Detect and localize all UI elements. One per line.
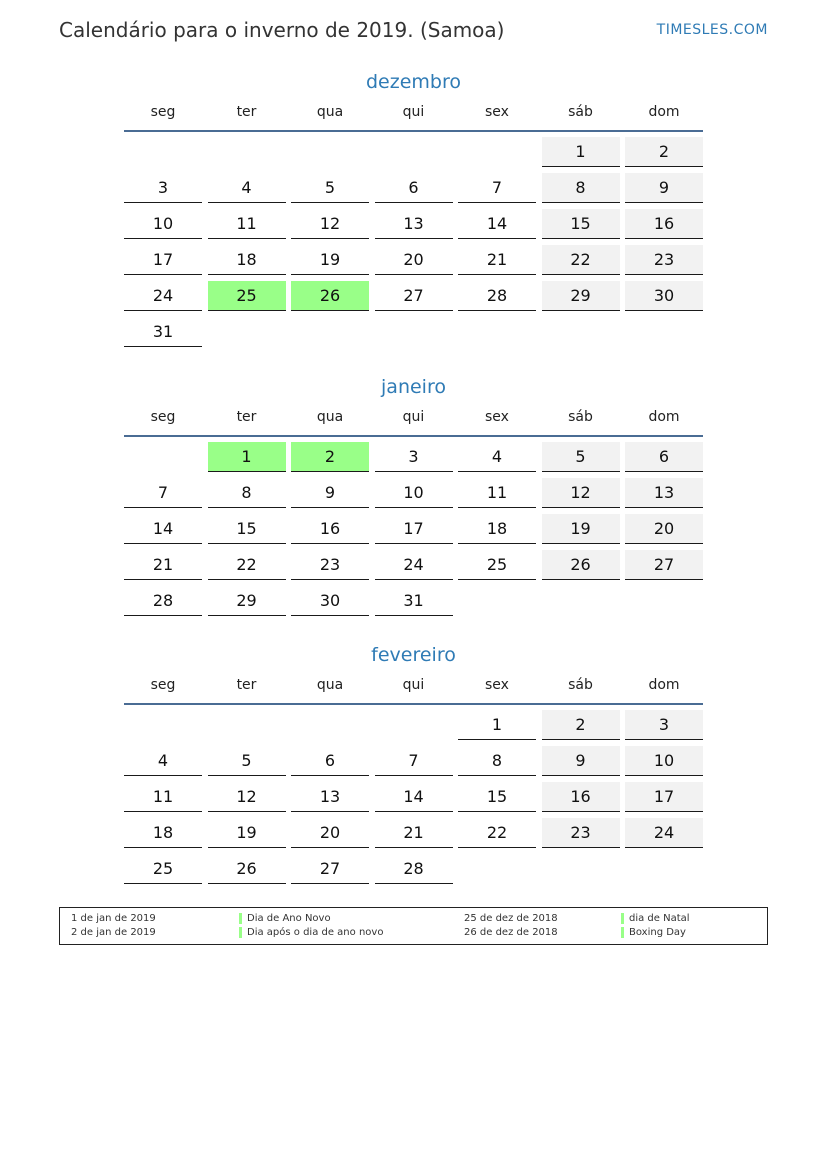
month-calendar-january — [124, 373, 703, 622]
holiday-day-cell[interactable]: 25 — [208, 281, 286, 311]
legend-date: 25 de dez de 2018 — [464, 913, 558, 924]
month-title: janeiro — [381, 376, 446, 398]
day-cell[interactable]: 4 — [458, 442, 536, 472]
day-cell[interactable]: 27 — [291, 854, 369, 884]
day-cell[interactable]: 31 — [375, 586, 453, 616]
day-cell[interactable]: 18 — [124, 818, 202, 848]
day-cell[interactable]: 21 — [375, 818, 453, 848]
day-cell[interactable]: 13 — [625, 478, 703, 508]
day-cell[interactable]: 12 — [291, 209, 369, 239]
legend-holiday-name: Boxing Day — [621, 926, 686, 939]
weekday-label: seg — [150, 677, 176, 693]
weekday-label: seg — [150, 104, 176, 120]
day-cell[interactable]: 15 — [208, 514, 286, 544]
day-cell[interactable]: 27 — [625, 550, 703, 580]
day-cell[interactable]: 17 — [625, 782, 703, 812]
day-cell[interactable]: 8 — [458, 746, 536, 776]
day-cell[interactable]: 8 — [208, 478, 286, 508]
weekday-label: dom — [648, 677, 680, 693]
day-cell[interactable]: 10 — [625, 746, 703, 776]
legend-holiday-name: dia de Natal — [621, 912, 690, 925]
day-cell[interactable]: 5 — [542, 442, 620, 472]
day-cell[interactable]: 29 — [208, 586, 286, 616]
day-cell[interactable]: 28 — [124, 586, 202, 616]
day-cell[interactable]: 11 — [458, 478, 536, 508]
day-cell[interactable]: 27 — [375, 281, 453, 311]
day-cell[interactable]: 30 — [291, 586, 369, 616]
day-cell[interactable]: 2 — [625, 137, 703, 167]
weekday-label: dom — [648, 409, 680, 425]
weekday-label: qua — [316, 104, 344, 120]
day-cell[interactable]: 17 — [124, 245, 202, 275]
day-cell[interactable]: 16 — [291, 514, 369, 544]
day-cell[interactable]: 10 — [375, 478, 453, 508]
day-grid — [124, 442, 703, 622]
weekday-header — [124, 409, 703, 433]
weekday-label: qua — [316, 409, 344, 425]
day-cell[interactable]: 9 — [542, 746, 620, 776]
day-cell[interactable]: 13 — [375, 209, 453, 239]
weekday-header — [124, 104, 703, 128]
day-cell[interactable]: 1 — [458, 710, 536, 740]
day-cell[interactable]: 9 — [625, 173, 703, 203]
day-cell[interactable]: 28 — [375, 854, 453, 884]
day-cell[interactable]: 16 — [542, 782, 620, 812]
weekday-label: qui — [402, 104, 425, 120]
legend-holiday-name: Dia de Ano Novo — [239, 912, 331, 925]
day-cell[interactable]: 6 — [625, 442, 703, 472]
weekday-label: ter — [236, 409, 257, 425]
day-cell[interactable]: 20 — [625, 514, 703, 544]
day-cell[interactable]: 21 — [458, 245, 536, 275]
day-cell[interactable]: 1 — [542, 137, 620, 167]
day-cell[interactable]: 11 — [124, 782, 202, 812]
header-divider — [124, 435, 703, 437]
day-cell[interactable]: 26 — [542, 550, 620, 580]
day-cell[interactable]: 7 — [458, 173, 536, 203]
day-cell[interactable]: 20 — [375, 245, 453, 275]
day-cell[interactable]: 6 — [291, 746, 369, 776]
day-cell[interactable]: 19 — [291, 245, 369, 275]
day-cell[interactable]: 15 — [542, 209, 620, 239]
day-cell[interactable]: 28 — [458, 281, 536, 311]
day-cell[interactable]: 12 — [208, 782, 286, 812]
day-cell[interactable]: 14 — [375, 782, 453, 812]
weekday-label: sáb — [568, 104, 593, 120]
day-cell[interactable]: 13 — [291, 782, 369, 812]
holiday-color-marker — [239, 913, 242, 924]
day-cell[interactable]: 24 — [124, 281, 202, 311]
day-cell[interactable]: 19 — [208, 818, 286, 848]
weekday-label: dom — [648, 104, 680, 120]
legend-date: 2 de jan de 2019 — [71, 927, 156, 938]
day-cell[interactable]: 19 — [542, 514, 620, 544]
month-title: dezembro — [366, 71, 461, 93]
holiday-day-cell[interactable]: 1 — [208, 442, 286, 472]
day-cell[interactable]: 25 — [124, 854, 202, 884]
weekday-label: sex — [485, 409, 509, 425]
day-cell[interactable]: 22 — [542, 245, 620, 275]
day-cell[interactable]: 15 — [458, 782, 536, 812]
day-cell[interactable]: 7 — [375, 746, 453, 776]
month-calendar-february — [124, 641, 703, 890]
day-cell[interactable]: 23 — [625, 245, 703, 275]
month-calendar-december — [124, 68, 703, 353]
day-cell[interactable]: 18 — [458, 514, 536, 544]
day-cell[interactable]: 3 — [124, 173, 202, 203]
day-cell[interactable]: 4 — [208, 173, 286, 203]
page-title: Calendário para o inverno de 2019. (Samoa) — [59, 18, 505, 42]
holiday-color-marker — [621, 927, 624, 938]
holiday-day-cell[interactable]: 2 — [291, 442, 369, 472]
day-cell[interactable]: 11 — [208, 209, 286, 239]
holiday-color-marker — [621, 913, 624, 924]
brand-logo[interactable]: TIMESLES.COM — [656, 22, 768, 38]
day-cell[interactable]: 9 — [291, 478, 369, 508]
day-cell[interactable]: 3 — [375, 442, 453, 472]
day-cell[interactable]: 6 — [375, 173, 453, 203]
day-cell[interactable]: 3 — [625, 710, 703, 740]
holiday-color-marker — [239, 927, 242, 938]
legend-date: 1 de jan de 2019 — [71, 913, 156, 924]
day-cell[interactable]: 24 — [625, 818, 703, 848]
holiday-legend — [59, 907, 768, 945]
weekday-label: sáb — [568, 677, 593, 693]
day-cell[interactable]: 22 — [458, 818, 536, 848]
weekday-label: qui — [402, 677, 425, 693]
day-grid — [124, 710, 703, 890]
day-cell[interactable]: 18 — [208, 245, 286, 275]
weekday-label: sex — [485, 677, 509, 693]
day-cell[interactable]: 10 — [124, 209, 202, 239]
day-grid — [124, 137, 703, 353]
day-cell[interactable]: 21 — [124, 550, 202, 580]
header-divider — [124, 703, 703, 705]
holiday-day-cell[interactable]: 26 — [291, 281, 369, 311]
legend-holiday-name: Dia após o dia de ano novo — [239, 926, 383, 939]
day-cell[interactable]: 2 — [542, 710, 620, 740]
legend-date: 26 de dez de 2018 — [464, 927, 558, 938]
weekday-label: sáb — [568, 409, 593, 425]
day-cell[interactable]: 12 — [542, 478, 620, 508]
weekday-label: qua — [316, 677, 344, 693]
day-cell[interactable]: 24 — [375, 550, 453, 580]
day-cell[interactable]: 5 — [291, 173, 369, 203]
header — [59, 18, 768, 48]
weekday-label: seg — [150, 409, 176, 425]
day-cell[interactable]: 17 — [375, 514, 453, 544]
day-cell[interactable]: 4 — [124, 746, 202, 776]
day-cell[interactable]: 14 — [124, 514, 202, 544]
weekday-label: ter — [236, 677, 257, 693]
day-cell[interactable]: 16 — [625, 209, 703, 239]
day-cell[interactable]: 30 — [625, 281, 703, 311]
day-cell[interactable]: 29 — [542, 281, 620, 311]
day-cell[interactable]: 23 — [291, 550, 369, 580]
weekday-header — [124, 677, 703, 701]
month-title: fevereiro — [371, 644, 456, 666]
weekday-label: qui — [402, 409, 425, 425]
day-cell[interactable]: 31 — [124, 317, 202, 347]
day-cell[interactable]: 23 — [542, 818, 620, 848]
day-cell[interactable]: 8 — [542, 173, 620, 203]
weekday-label: ter — [236, 104, 257, 120]
day-cell[interactable]: 14 — [458, 209, 536, 239]
header-divider — [124, 130, 703, 132]
weekday-label: sex — [485, 104, 509, 120]
day-cell[interactable]: 26 — [208, 854, 286, 884]
day-cell[interactable]: 7 — [124, 478, 202, 508]
day-cell[interactable]: 5 — [208, 746, 286, 776]
day-cell[interactable]: 22 — [208, 550, 286, 580]
day-cell[interactable]: 25 — [458, 550, 536, 580]
day-cell[interactable]: 20 — [291, 818, 369, 848]
